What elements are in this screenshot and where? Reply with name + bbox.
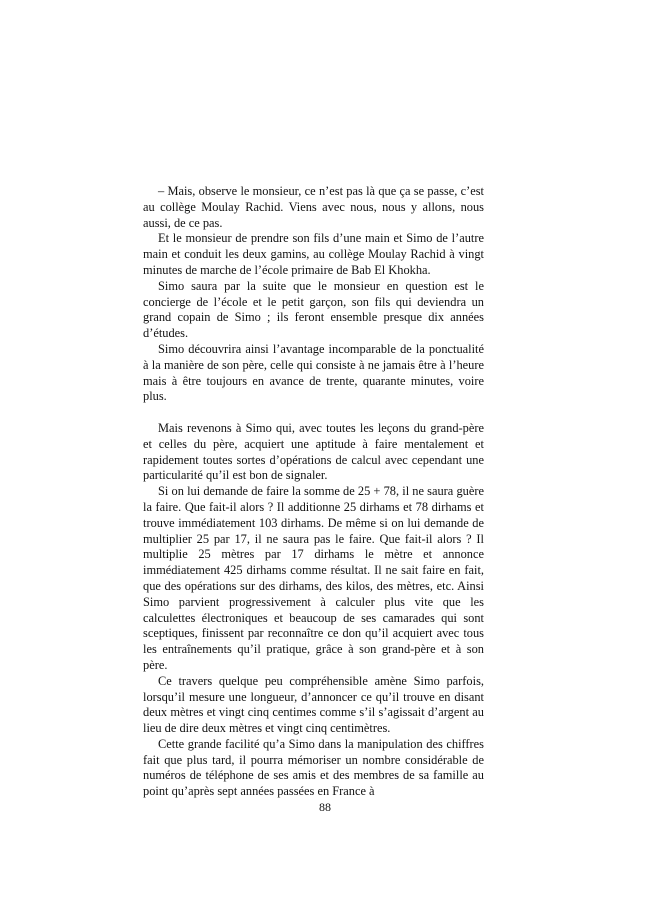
paragraph-2: Et le monsieur de prendre son fils d’une main et Simo de l’autre main et conduit les deux gamins, au collège Moulay Rachid à vingt minutes de marche de l’école primaire de Bab El Khokha. <box>143 231 484 277</box>
paragraph-7: Ce travers quelque peu compréhensible amène Simo parfois, lorsqu’il mesure une longueur, d’annoncer ce qu’il trouve en disant deux mètres et vingt cinq centimes comme s’il s’agissait d’argent au lieu de dire deux mètres et vingt cinq centimètres. <box>143 673 484 736</box>
paragraph-3: Simo saura par la suite que le monsieur en question est le concierge de l’école et le petit garçon, son fils qui deviendra un grand copain de Simo ; ils feront ensemble presque dix années d’études. <box>143 278 484 341</box>
body-text <box>143 184 484 800</box>
paragraph-5: Mais revenons à Simo qui, avec toutes les leçons du grand-père et celles du père, acquiert une aptitude à faire mentalement et rapidement toutes sortes d’opérations de calcul avec cependant une particularité qu’il est bon de signaler. <box>143 420 484 483</box>
paragraph-8: Cette grande facilité qu’a Simo dans la manipulation des chiffres fait que plus tard, il pourra mémoriser un nombre considérable de numéros de téléphone de ses amis et des membres de sa famille au point qu’après sept années passées en France à <box>143 736 484 799</box>
page-number: 88 <box>319 800 331 814</box>
paragraph-4: Simo découvrira ainsi l’avantage incomparable de la ponctualité à la manière de son père, celle qui consiste à ne jamais être à l’heure mais à être toujours en avance de trente, quarante minutes, voire plus. <box>143 341 484 404</box>
paragraph-6: Si on lui demande de faire la somme de 25 + 78, il ne saura guère la faire. Que fait-il alors ? Il additionne 25 dirhams et 78 dirhams et trouve immédiatement 103 dirhams. De même si on lui demande de multiplier 25 par 17, il ne saura pas le faire. Que fait-il alors ? Il multiplie 25 mètres par 17 dirhams le mètre et annonce immédiatement 425 dirhams comme résultat. Il ne sait faire en fait, que des opérations sur des dirhams, des kilos, des mètres, etc. Ainsi Simo parvient progressivement à calculer plus vite que les calculettes électroniques et beaucoup de ses camarades qui sont sceptiques, finissent par reconnaître ce don qu’il acquiert avec tous les entraînements qu’il pratique, grâce à son grand-père et à son père. <box>143 484 484 672</box>
paragraph-1: – Mais, observe le monsieur, ce n’est pas là que ça se passe, c’est au collège Moulay Rachid. Viens avec nous, nous y allons, nous aussi, de ce pas. <box>143 184 484 230</box>
